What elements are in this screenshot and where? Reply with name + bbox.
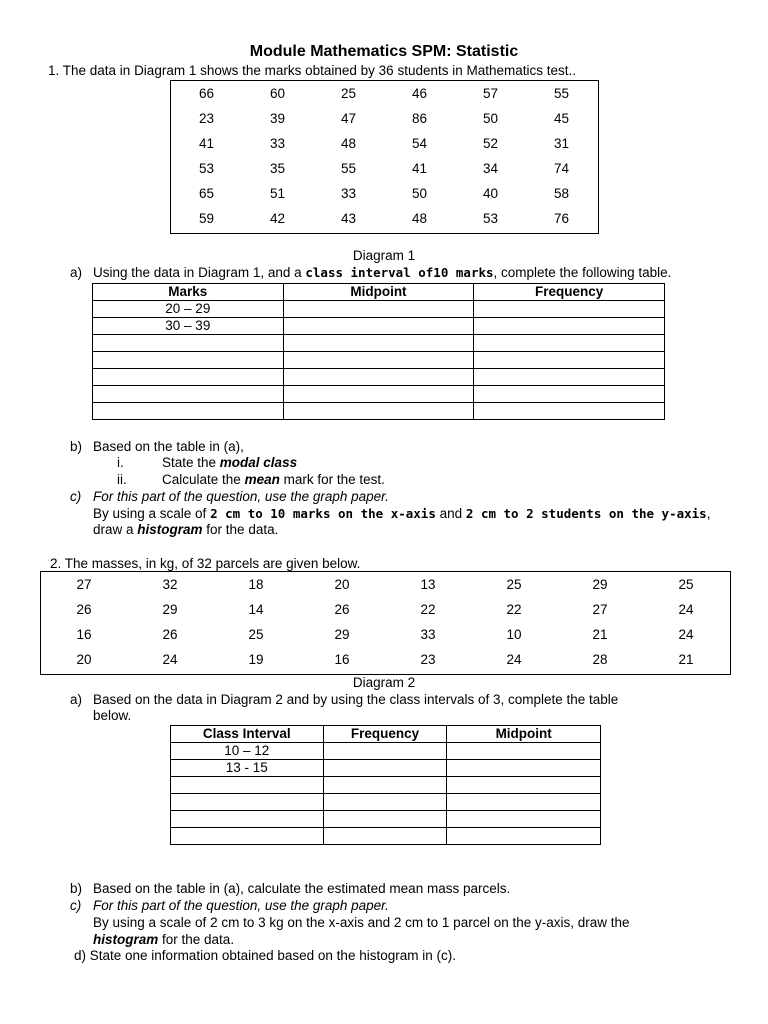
table-cell[interactable]: [93, 386, 284, 403]
q1-table-header-row: [93, 284, 665, 301]
q1-data-value: 48: [411, 211, 428, 226]
q2-b-text: Based on the table in (a), calculate the estimated mean mass parcels.: [93, 881, 511, 896]
table-cell[interactable]: [171, 794, 324, 811]
q2-a-text-2: below.: [93, 708, 132, 723]
q1-data-value: 57: [482, 86, 499, 101]
q2-b-label: b): [70, 881, 83, 896]
table-cell[interactable]: [474, 403, 665, 420]
q1-data-value: 25: [340, 86, 357, 101]
q2-data-value: 16: [76, 627, 92, 642]
q2-data-grid: [41, 572, 730, 672]
q1-data-value: 33: [340, 186, 357, 201]
table-row: [171, 777, 601, 794]
q2-data-value: 27: [592, 602, 608, 617]
q1-data-box: [170, 80, 599, 234]
q1-data-value: 34: [482, 161, 499, 176]
q1-data-grid: [171, 81, 598, 231]
q2-table-header: Class Interval: [171, 726, 324, 743]
q1-data-value: 86: [411, 111, 428, 126]
q2-data-value: 24: [678, 627, 694, 642]
table-cell[interactable]: [283, 386, 474, 403]
table-cell[interactable]: [474, 386, 665, 403]
table-row: [171, 760, 601, 777]
q1-c-label: c): [70, 489, 82, 504]
q1-data-value: 46: [411, 86, 428, 101]
q1-diagram-label: Diagram 1: [352, 248, 416, 263]
q2-data-value: 33: [420, 627, 436, 642]
q1-a-bold: class interval of10 marks: [305, 265, 494, 280]
q1-data-value: 74: [553, 161, 570, 176]
q2-data-value: 29: [334, 627, 350, 642]
table-row: [171, 828, 601, 845]
table-cell[interactable]: [447, 743, 601, 760]
table-row: [171, 794, 601, 811]
q2-frequency-table: [170, 725, 601, 845]
q1-b-text: Based on the table in (a),: [93, 439, 244, 454]
q2-data-value: 27: [76, 577, 92, 592]
table-cell[interactable]: [323, 760, 447, 777]
table-cell[interactable]: [474, 318, 665, 335]
table-cell[interactable]: [283, 335, 474, 352]
q2-data-value: 23: [420, 652, 436, 667]
q1-data-value: 53: [482, 211, 499, 226]
q2-table-header: Frequency: [323, 726, 447, 743]
table-cell[interactable]: [447, 828, 601, 845]
q2-data-value: 24: [506, 652, 522, 667]
q2-c-scale: By using a scale of 2 cm to 3 kg on the x-axis and 2 cm to 1 parcel on the y-axis, draw the: [93, 915, 630, 930]
q2-data-value: 28: [592, 652, 608, 667]
table-cell[interactable]: [93, 335, 284, 352]
table-row: [171, 811, 601, 828]
q2-data-value: 26: [162, 627, 178, 642]
table-cell[interactable]: [323, 794, 447, 811]
table-cell[interactable]: [447, 794, 601, 811]
q2-data-value: 14: [248, 602, 264, 617]
q1-c-text: For this part of the question, use the graph paper.: [93, 489, 389, 504]
q2-data-value: 18: [248, 577, 264, 592]
q1-a-label: a): [70, 265, 83, 280]
table-cell[interactable]: [447, 777, 601, 794]
table-cell[interactable]: [283, 352, 474, 369]
table-row: [93, 301, 665, 318]
q1-data-value: 39: [269, 111, 286, 126]
q2-data-value: 21: [592, 627, 608, 642]
q1-data-value: 31: [553, 136, 570, 151]
q2-diagram-label: Diagram 2: [352, 675, 416, 690]
q1-table-header: Midpoint: [283, 284, 474, 301]
q1-b-label: b): [70, 439, 83, 454]
table-cell[interactable]: 13 - 15: [171, 760, 324, 777]
q2-data-value: 29: [592, 577, 608, 592]
table-cell[interactable]: [93, 369, 284, 386]
q1-data-value: 58: [553, 186, 570, 201]
table-cell[interactable]: [283, 318, 474, 335]
q1-a-instruction: Using the data in Diagram 1, and a class interval of10 marks, complete the following table.: [93, 265, 672, 280]
q1-data-value: 23: [198, 111, 215, 126]
table-cell[interactable]: [171, 828, 324, 845]
q2-data-value: 10: [506, 627, 522, 642]
q1-table-header: Marks: [93, 284, 284, 301]
q1-data-value: 33: [269, 136, 286, 151]
q1-data-value: 54: [411, 136, 428, 151]
q1-b-ii-label: ii.: [117, 472, 127, 487]
q2-c-label: c): [70, 898, 82, 913]
q2-data-value: 21: [678, 652, 694, 667]
q2-a-text-1: Based on the data in Diagram 2 and by using the class intervals of 3, complete the table: [93, 692, 619, 707]
q1-data-value: 40: [482, 186, 499, 201]
q1-data-value: 50: [482, 111, 499, 126]
q2-data-value: 25: [248, 627, 264, 642]
q2-data-value: 20: [334, 577, 350, 592]
q2-table-header: Midpoint: [447, 726, 601, 743]
q1-data-value: 41: [411, 161, 428, 176]
q2-c-text: For this part of the question, use the graph paper.: [93, 898, 389, 913]
table-row: [171, 743, 601, 760]
q2-data-value: 24: [678, 602, 694, 617]
table-row: [93, 352, 665, 369]
page-title: Module Mathematics SPM: Statistic: [249, 43, 519, 60]
q1-data-value: 76: [553, 211, 570, 226]
q1-data-value: 52: [482, 136, 499, 151]
q2-data-value: 22: [420, 602, 436, 617]
q2-data-value: 26: [334, 602, 350, 617]
q1-data-value: 41: [198, 136, 215, 151]
q1-frequency-table: [92, 283, 665, 420]
table-row: [93, 403, 665, 420]
q2-c-draw: histogram for the data.: [93, 932, 235, 947]
q1-data-value: 55: [553, 86, 570, 101]
q2-data-value: 16: [334, 652, 350, 667]
table-cell[interactable]: [447, 811, 601, 828]
table-row: [93, 335, 665, 352]
q2-data-box: [40, 571, 731, 675]
table-cell[interactable]: 30 – 39: [93, 318, 284, 335]
table-cell[interactable]: [474, 301, 665, 318]
q2-a-label: a): [70, 692, 83, 707]
q1-data-value: 53: [198, 161, 215, 176]
q1-data-value: 55: [340, 161, 357, 176]
table-cell[interactable]: [171, 811, 324, 828]
q2-data-value: 24: [162, 652, 178, 667]
table-cell[interactable]: 20 – 29: [93, 301, 284, 318]
q1-data-value: 65: [198, 186, 215, 201]
q2-data-value: 22: [506, 602, 522, 617]
table-cell[interactable]: [283, 301, 474, 318]
table-cell[interactable]: [323, 828, 447, 845]
q1-data-value: 47: [340, 111, 357, 126]
table-cell[interactable]: [474, 352, 665, 369]
table-row: [93, 318, 665, 335]
q1-data-value: 60: [269, 86, 286, 101]
table-cell[interactable]: [447, 760, 601, 777]
q1-data-value: 43: [340, 211, 357, 226]
q2-data-value: 20: [76, 652, 92, 667]
q1-data-value: 66: [198, 86, 215, 101]
q1-c-draw: draw a histogram for the data.: [93, 522, 279, 537]
q1-c-scale: By using a scale of 2 cm to 10 marks on the x-axis and 2 cm to 2 students on the y-axis,: [93, 506, 711, 521]
table-cell[interactable]: [474, 369, 665, 386]
table-cell[interactable]: [171, 777, 324, 794]
q1-data-value: 59: [198, 211, 215, 226]
q2-data-value: 19: [248, 652, 264, 667]
q1-b-i-label: i.: [117, 455, 124, 470]
q1-b-ii-text: Calculate the mean mark for the test.: [162, 472, 385, 487]
q1-data-value: 48: [340, 136, 357, 151]
q2-data-value: 32: [162, 577, 178, 592]
table-cell[interactable]: [323, 777, 447, 794]
table-row: [93, 386, 665, 403]
q2-data-value: 13: [420, 577, 436, 592]
q1-data-value: 42: [269, 211, 286, 226]
table-row: [93, 369, 665, 386]
table-cell[interactable]: [323, 743, 447, 760]
q1-data-value: 50: [411, 186, 428, 201]
table-cell[interactable]: [93, 403, 284, 420]
q2-data-value: 29: [162, 602, 178, 617]
q1-table-header: Frequency: [474, 284, 665, 301]
q1-intro: 1. The data in Diagram 1 shows the marks obtained by 36 students in Mathematics test..: [48, 63, 577, 78]
q2-data-value: 25: [678, 577, 694, 592]
table-cell[interactable]: [474, 335, 665, 352]
q1-b-i-text: State the modal class: [162, 455, 298, 470]
q2-table-header-row: [171, 726, 601, 743]
q1-data-value: 51: [269, 186, 286, 201]
q1-data-value: 45: [553, 111, 570, 126]
q2-data-value: 26: [76, 602, 92, 617]
table-cell[interactable]: [283, 403, 474, 420]
table-cell[interactable]: [93, 352, 284, 369]
q2-data-value: 25: [506, 577, 522, 592]
q1-data-value: 35: [269, 161, 286, 176]
table-cell[interactable]: [323, 811, 447, 828]
table-cell[interactable]: 10 – 12: [171, 743, 324, 760]
q2-d-text: d) State one information obtained based on the histogram in (c).: [74, 948, 456, 963]
q2-intro: 2. The masses, in kg, of 32 parcels are given below.: [50, 556, 361, 571]
table-cell[interactable]: [283, 369, 474, 386]
